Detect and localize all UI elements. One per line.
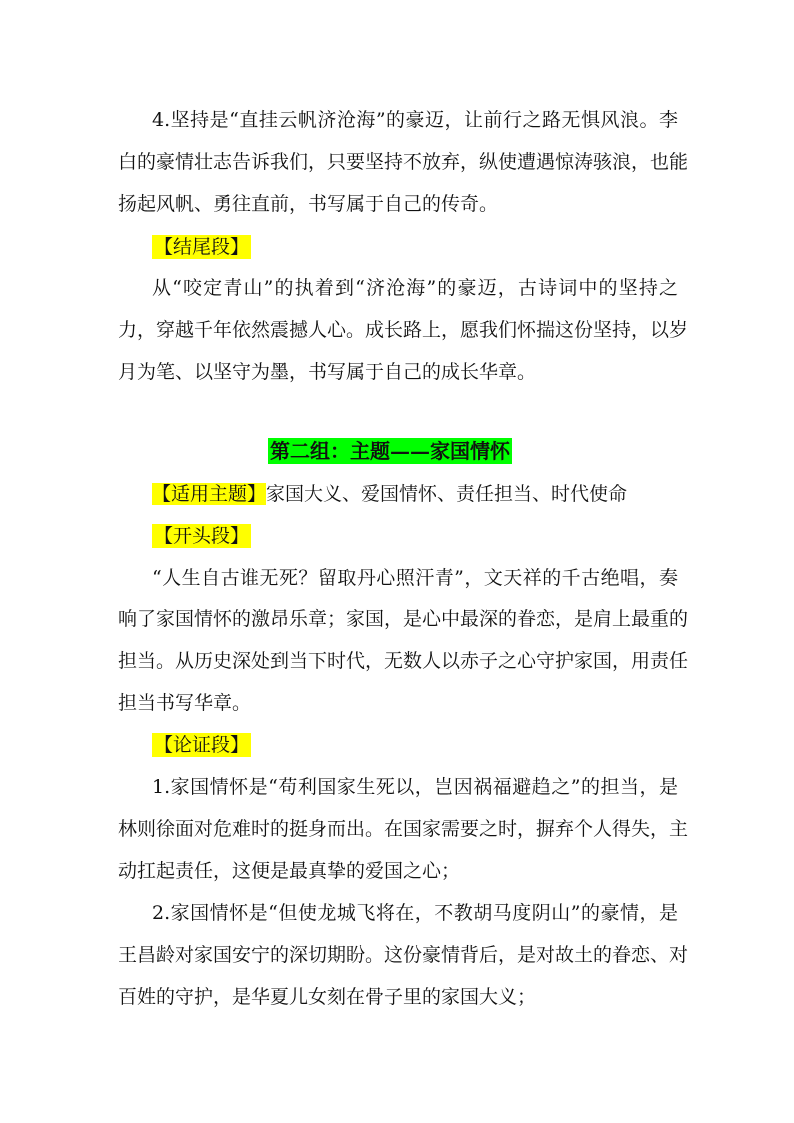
paragraph-line: 担当书写华章。 <box>118 692 252 714</box>
argument-section-tag: 【论证段】 <box>154 734 250 756</box>
paragraph-line: 动扛起责任，这便是最真挚的爱国之心； <box>118 860 461 882</box>
paragraph-line: 月为笔、以坚守为墨，书写属于自己的成长华章。 <box>118 361 537 383</box>
paragraph-line: 王昌龄对家国安宁的深切期盼。这份豪情背后，是对故土的眷恋、对 <box>118 944 689 966</box>
paragraph-line: 担当。从历史深处到当下时代，无数人以赤子之心守护家国，用责任 <box>118 650 689 672</box>
paragraph-line: 百姓的守护，是华夏儿女刻在骨子里的家国大义； <box>118 986 537 1008</box>
paragraph-line: 林则徐面对危难时的挺身而出。在国家需要之时，摒弃个人得失，主 <box>118 818 689 840</box>
theme-line <box>152 482 678 506</box>
theme-tag: 【适用主题】 <box>152 483 267 505</box>
group-heading: 第二组：主题——家国情怀 <box>270 439 510 463</box>
opening-section-tag: 【开头段】 <box>154 525 250 547</box>
ending-section-tag: 【结尾段】 <box>154 236 250 258</box>
theme-text: 家国大义、爱国情怀、责任担当、时代使命 <box>266 483 628 505</box>
paragraph-line: 2.家国情怀是“但使龙城飞将在，不教胡马度阴山”的豪情，是 <box>152 902 678 924</box>
paragraph-line: 扬起风帆、勇往直前，书写属于自己的传奇。 <box>118 193 499 215</box>
paragraph-line: 1.家国情怀是“苟利国家生死以，岂因祸福避趋之”的担当，是 <box>152 776 678 798</box>
paragraph-line: 力，穿越千年依然震撼人心。成长路上，愿我们怀揣这份坚持，以岁 <box>118 319 689 341</box>
paragraph-line: 从“咬定青山”的执着到“济沧海”的豪迈，古诗词中的坚持之 <box>152 277 678 299</box>
paragraph-line: 白的豪情壮志告诉我们，只要坚持不放弃，纵使遭遇惊涛骇浪，也能 <box>118 151 689 173</box>
paragraph-line: 4.坚持是“直挂云帆济沧海”的豪迈，让前行之路无惧风浪。李 <box>152 109 678 131</box>
paragraph-line: “人生自古谁无死？留取丹心照汗青”，文天祥的千古绝唱，奏 <box>152 567 678 589</box>
paragraph-line: 响了家国情怀的激昂乐章；家国，是心中最深的眷恋，是肩上最重的 <box>118 608 689 630</box>
